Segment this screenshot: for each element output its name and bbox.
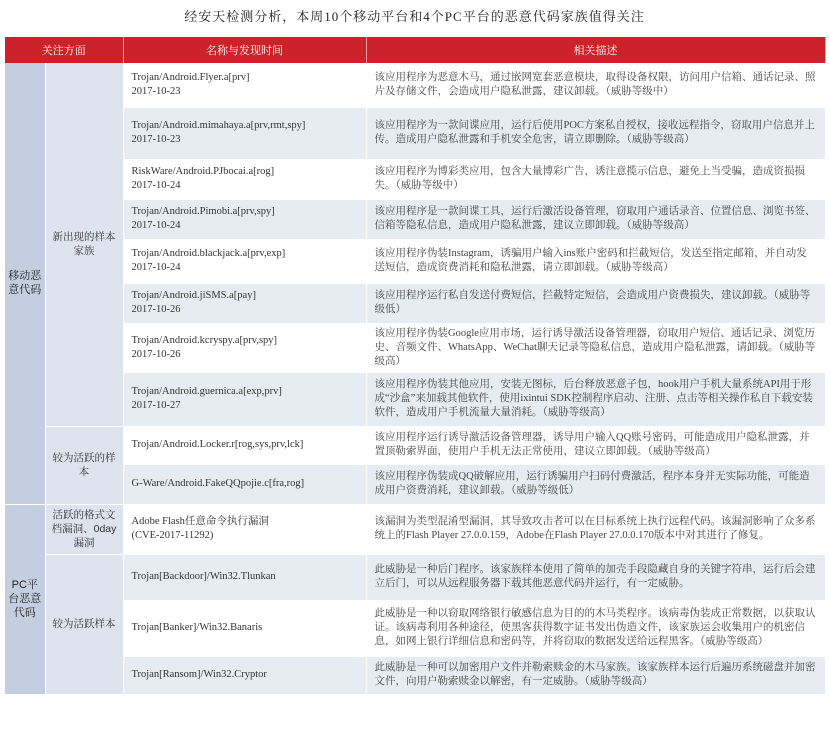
- row-name: Trojan[Backdoor]/Win32.Tlunkan: [131, 571, 276, 582]
- row-name: Trojan/Android.Pimobi.a[prv,spy]: [131, 206, 275, 217]
- row-description: 该应用程序为一款间谍应用，运行后使用POC方案私自授权，接收远程指令，窃取用户信息并上传。造成用户隐私泄露和手机安全危害，请立即删除。（威胁等级高）: [366, 107, 825, 159]
- subgroup-active-pc: 较为活跃样本: [45, 554, 123, 694]
- row-name-cell: [123, 504, 366, 554]
- table-row: [5, 504, 825, 554]
- row-description: 该应用程序伪装Instagram，诱骗用户输入ins账户密码和拦截短信，发送至指定邮箱，并自动发送短信，造成资费消耗和隐私泄露，请立即卸载。（威胁等级高）: [366, 239, 825, 283]
- row-name: Trojan/Android.kcryspy.a[prv,spy]: [131, 334, 278, 346]
- table-row: [5, 283, 825, 323]
- row-name-cell: [123, 464, 366, 504]
- row-description: 该漏洞为类型混淆型漏洞，其导致攻击者可以在目标系统上执行远程代码。该漏洞影响了众多系统上的Flash Player 27.0.0.159，Adobe在Flash Player 27.0.0.170版本中对其进行了修复。: [366, 504, 825, 554]
- group-mobile: 移动恶意代码: [5, 63, 45, 504]
- table-row: [5, 323, 825, 372]
- row-name: Trojan[Ransom]/Win32.Cryptor: [131, 669, 267, 680]
- table-row: [5, 656, 825, 694]
- table-row: [5, 107, 825, 159]
- row-name: Adobe Flash任意命令执行漏洞: [131, 516, 269, 527]
- row-description: 该应用程序运行诱导激活设备管理器，诱导用户输入QQ账号密码，可能造成用户隐私泄露，并置顶勒索界面，使用户手机无法正常使用，建议立即卸载。（威胁等级高）: [366, 426, 825, 464]
- row-name-cell: [123, 159, 366, 199]
- row-name: Trojan/Android.Locker.r[rog,sys,prv,lck]: [131, 439, 304, 450]
- row-date: 2017-10-27: [131, 400, 181, 411]
- row-description: 该应用程序是一款间谍工具，运行后激活设备管理，窃取用户通话录音、位置信息、浏览书签、信箱等隐私信息，造成用户隐私泄露，建议立即卸载。（威胁等级高）: [366, 199, 825, 239]
- row-name-cell: [123, 283, 366, 323]
- row-name-cell: [123, 107, 366, 159]
- table-header: [5, 37, 825, 63]
- table-row: [5, 239, 825, 283]
- row-description: 该应用程序为恶意木马，通过嵌网宽套恶意模块，取得设备权限，访问用户信箱、通话记录、照片及存储文件，会造成用户隐私泄露，建议卸载。（威胁等级中）: [366, 63, 825, 107]
- table-row: [5, 464, 825, 504]
- row-date: 2017-10-23: [131, 85, 181, 97]
- table-row: [5, 63, 825, 107]
- row-name-cell: [123, 656, 366, 694]
- row-name: G-Ware/Android.FakeQQpojie.c[fra,rog]: [131, 478, 305, 489]
- row-date: 2017-10-26: [131, 304, 181, 315]
- table-row: [5, 199, 825, 239]
- row-description: 此威胁是一种可以加密用户文件并勒索赎金的木马家族。该家族样本运行后遍历系统磁盘并加密文件，向用户勒索赎金以解密，有一定威胁。（威胁等级高）: [366, 656, 825, 694]
- row-name-cell: [123, 426, 366, 464]
- table-row: [5, 159, 825, 199]
- row-name-cell: [123, 199, 366, 239]
- row-name-cell: [123, 600, 366, 656]
- row-date: 2017-10-26: [131, 348, 181, 360]
- row-name-cell: [123, 63, 366, 107]
- row-name: Trojan[Banker]/Win32.Banaris: [131, 622, 263, 633]
- row-name-cell: [123, 323, 366, 372]
- row-name-cell: [123, 372, 366, 426]
- subgroup-new-family: 新出现的样本家族: [45, 63, 123, 426]
- row-description: 该应用程序伪装成QQ破解应用，运行诱骗用户扫码付费激活，程序本身并无实际功能，可能造成用户资费消耗，建议卸载。（威胁等级低）: [366, 464, 825, 504]
- row-date: 2017-10-23: [131, 134, 181, 145]
- row-description: 该应用程序为博彩类应用，包含大量博彩广告，诱注意揽示信息，避免上当受骗，造成资损损失。（威胁等级中）: [366, 159, 825, 199]
- row-date: (CVE-2017-11292): [131, 530, 214, 541]
- row-name: Trojan/Android.blackjack.a[prv,exp]: [131, 248, 286, 259]
- row-date: 2017-10-24: [131, 262, 181, 273]
- row-name: Trojan/Android.Flyer.a[prv]: [131, 71, 250, 83]
- table-row: [5, 600, 825, 656]
- row-name-cell: [123, 239, 366, 283]
- row-name-cell: [123, 554, 366, 600]
- threat-table: [5, 37, 826, 695]
- row-description: 该应用程序伪装Google应用市场，运行诱导激活设备管理器，窃取用户短信、通话记录、浏览历史、音频文件、WhatsApp、WeChat聊天记录等隐私信息，造成用户隐私泄露，请卸载。（威胁等级高）: [366, 323, 825, 372]
- row-description: 此威胁是一种后门程序。该家族样本使用了简单的加壳手段隐藏自身的关键字符串，运行后会建立后门，可以从远程服务器下载其他恶意代码并运行，有一定威胁。: [366, 554, 825, 600]
- row-description: 此威胁是一种以窃取网络银行敏感信息为目的的木马类程序。该病毒伪装成正常数据，以获取认证。该病毒利用各种途径，使黑客获得数字证书发出伪造文件，该家族运会收集用户的机密信息，如网上银行详细信息和密码等，并将窃取的数据发送给远程黑客。（威胁等级高）: [366, 600, 825, 656]
- row-description: 该应用程序伪装其他应用，安装无图标，后台释放恶意子包，hook用户手机大量系统API用于形成“沙盒”来加载其他软件，使用ixintui SDK控制程序启动、注册、点击等相关操作私自下载安装软件，造成用户手机流量大量消耗。（威胁等级高）: [366, 372, 825, 426]
- group-pc: PC平台恶意代码: [5, 504, 45, 694]
- header-name-date: 名称与发现时间: [123, 37, 366, 63]
- header-focus: 关注方面: [5, 37, 123, 63]
- header-description: 相关描述: [366, 37, 825, 63]
- table-row: [5, 426, 825, 464]
- row-name: Trojan/Android.mimahaya.a[prv,rmt,spy]: [131, 120, 306, 131]
- row-date: 2017-10-24: [131, 180, 181, 191]
- table-row: [5, 372, 825, 426]
- page-title: 经安天检测分析，本周10个移动平台和4个PC平台的恶意代码家族值得关注: [184, 9, 645, 24]
- subgroup-active-mobile: 较为活跃的样本: [45, 426, 123, 504]
- row-description: 该应用程序运行私自发送付费短信，拦截特定短信，会造成用户资费损失，建议卸载。（威胁等级低）: [366, 283, 825, 323]
- subgroup-active-exploit: 活跃的格式文档漏洞、0day漏洞: [45, 504, 123, 554]
- row-name: Trojan/Android.jiSMS.a[pay]: [131, 290, 256, 301]
- row-name: RiskWare/Android.PJbocai.a[rog]: [131, 166, 275, 177]
- row-name: Trojan/Android.guernica.a[exp,prv]: [131, 386, 282, 397]
- table-row: [5, 554, 825, 600]
- row-date: 2017-10-24: [131, 220, 181, 231]
